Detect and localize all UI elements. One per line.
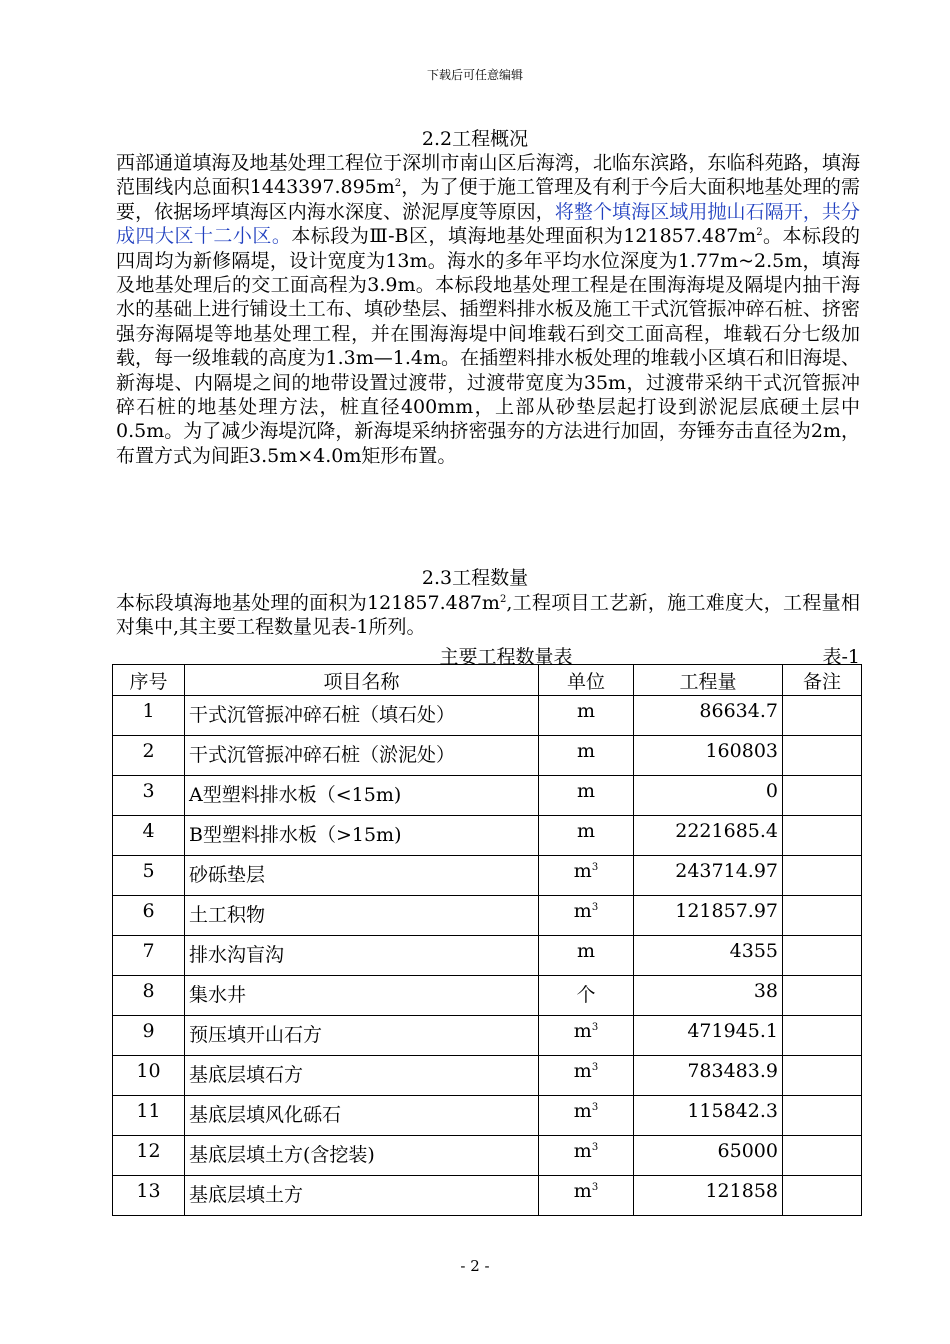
table-row [113,1136,862,1176]
cell-no-text: 12 [136,1140,161,1162]
cell-unit [539,696,634,736]
cell-unit [539,1056,634,1096]
table-row [113,936,862,976]
cell-name [185,1096,539,1136]
table-row [113,736,862,776]
cell-name [185,976,539,1016]
cell-quantity [634,816,783,856]
cell-name-text: 预压填开山石方 [189,1024,323,1046]
cell-quantity-text: 38 [753,980,778,1002]
cell-note [783,1056,862,1096]
quantity-table [112,664,862,1216]
cell-no [113,1136,185,1176]
cell-no [113,816,185,856]
cell-quantity-text: 243714.97 [675,860,778,882]
cell-quantity-text: 86634.7 [699,700,778,722]
cell-no [113,856,185,896]
cell-note [783,856,862,896]
cell-quantity [634,936,783,976]
cell-quantity [634,1016,783,1056]
cell-note [783,976,862,1016]
cell-no-text: 3 [142,780,155,802]
cell-note [783,696,862,736]
overview-text-d: 。本标段的四周均为新修隔堤，设计宽度为13m。海水的多年平均水位深度为1.77m~2.5m，填海及地基处理后的交工面高程为3.9m。本标段地基处理工程是在围海海堤及隔堤内抽干海水的基础上进行铺设土工布、填砂垫层、插塑料排水板及施工干式沉管振冲碎石桩、挤密强夯海隔堤等地基处理工程，并在围海海堤中间堆载石到交工面高程，堆载石分七级加载，每一级堆载的高度为1.3m—1.4m。在插塑料排水板处理的堆载小区填石和旧海堤、新海堤、内隔堤之间的地带设置过渡带，过渡带宽度为35m，过渡带采纳干式沉管振冲碎石桩的地基处理方法，桩直径400mm，上部从砂垫层起打设到淤泥层底硬土层中0.5m。为了减少海堤沉降，新海堤采纳挤密强夯的方法进行加固，夯锤夯击直径为2m，布置方式为间距3.5m×4.0m矩形布置。 [116,225,860,467]
cell-no-text: 11 [136,1100,161,1122]
cell-note [783,1136,862,1176]
cell-unit [539,976,634,1016]
table-number: 表-1 [822,646,860,668]
unit-superscript: 3 [591,862,599,873]
table-row [113,1056,862,1096]
cell-name [185,1056,539,1096]
section-title-quantity: 2.3工程数量 [421,567,529,589]
table-row [113,816,862,856]
cell-unit-text: 个 [576,984,596,1006]
cell-unit [539,856,634,896]
cell-name-text: 基底层填风化砾石 [189,1104,342,1126]
cell-no-text: 9 [142,1020,155,1042]
cell-name [185,856,539,896]
quantity-text-a: 本标段填海地基处理的面积为121857.487m [116,592,500,614]
cell-no-text: 7 [142,940,155,962]
cell-no [113,1176,185,1216]
cell-name-text: 集水井 [189,984,247,1006]
cell-name [185,1176,539,1216]
page-number: - 2 - [460,1257,490,1275]
unit-superscript: 3 [591,902,599,913]
cell-name-text: A型塑料排水板（<15m) [189,784,402,806]
cell-unit-text: m [573,860,592,882]
cell-quantity [634,1136,783,1176]
cell-unit-text: m [573,1180,592,1202]
header-quantity: 工程量 [634,665,783,696]
cell-unit [539,896,634,936]
cell-quantity-text: 783483.9 [687,1060,778,1082]
cell-no-text: 1 [142,700,155,722]
cell-name-text: 干式沉管振冲碎石桩（淤泥处） [189,744,456,766]
unit-superscript: 3 [591,1142,599,1153]
table-row [113,696,862,736]
cell-note [783,776,862,816]
cell-name [185,896,539,936]
superscript: 2 [756,227,763,239]
cell-no-text: 6 [142,900,155,922]
cell-no-text: 13 [136,1180,161,1202]
page-header: 下载后可任意编辑 [426,68,523,82]
cell-unit-text: m [573,1060,592,1082]
overview-text-b: ，为了便于施工管理及有利于今后大面积地基处理的需要，依据场坪填海区内海水深度、淤泥厚度等原因， [116,176,860,223]
cell-quantity [634,856,783,896]
cell-name-text: 基底层填土方(含挖装) [189,1144,375,1166]
cell-unit-text: m [573,1100,592,1122]
cell-no [113,896,185,936]
cell-unit [539,1176,634,1216]
cell-unit-text: m [576,780,596,802]
cell-name [185,736,539,776]
cell-quantity-text: 4355 [729,940,778,962]
superscript: 2 [499,594,507,605]
overview-text-c: 本标段为Ⅲ-B区，填海地基处理面积为121857.487m [291,225,757,248]
cell-name [185,816,539,856]
cell-quantity [634,1056,783,1096]
cell-note [783,816,862,856]
cell-quantity [634,1096,783,1136]
quantity-text-b: ,工程项目工艺新，施工难度大，工程量相对集中,其主要工程数量见表-1所列。 [116,592,860,639]
cell-name [185,696,539,736]
cell-no-text: 10 [136,1060,161,1082]
cell-unit-text: m [573,900,592,922]
cell-name-text: B型塑料排水板（>15m) [189,824,402,846]
cell-quantity-text: 121858 [705,1180,778,1202]
header-unit: 单位 [539,665,634,696]
cell-quantity-text: 121857.97 [675,900,778,922]
cell-note [783,896,862,936]
table-row [113,776,862,816]
table-row [113,856,862,896]
cell-name [185,1016,539,1056]
cell-unit [539,936,634,976]
cell-quantity [634,896,783,936]
cell-name-text: 干式沉管振冲碎石桩（填石处） [189,704,456,726]
cell-note [783,1176,862,1216]
section-title-overview: 2.2工程概况 [421,128,529,150]
header-note: 备注 [783,665,862,696]
overview-highlight: 将整个填海区域用抛山石隔开，共分成四大区十二小区。 [116,200,860,248]
cell-no [113,776,185,816]
cell-unit [539,1016,634,1056]
cell-note [783,936,862,976]
cell-no-text: 5 [142,860,155,882]
cell-quantity [634,1176,783,1216]
cell-no [113,976,185,1016]
cell-unit-text: m [576,820,596,842]
cell-quantity [634,736,783,776]
table-row [113,1176,862,1216]
table-row [113,1096,862,1136]
cell-no [113,736,185,776]
cell-unit-text: m [576,740,596,762]
cell-name-text: 基底层填土方 [189,1184,304,1206]
cell-quantity-text: 0 [765,780,778,802]
cell-name-text: 基底层填石方 [189,1064,304,1086]
cell-quantity-text: 115842.3 [687,1100,778,1122]
cell-unit [539,736,634,776]
cell-unit-text: m [576,700,596,722]
cell-unit-text: m [576,940,596,962]
cell-quantity [634,976,783,1016]
superscript: 2 [394,178,402,190]
cell-no [113,936,185,976]
cell-note [783,1016,862,1056]
overview-paragraph [116,151,860,468]
cell-unit [539,1136,634,1176]
table-caption [116,642,860,666]
table-header-row [113,665,862,696]
table-row [113,896,862,936]
cell-name [185,776,539,816]
header-name: 项目名称 [185,665,539,696]
cell-name-text: 排水沟盲沟 [189,944,285,966]
overview-text-a: 西部通道填海及地基处理工程位于深圳市南山区后海湾，北临东滨路，东临科苑路，填海范围线内总面积1443397.895m [116,152,860,199]
cell-note [783,1096,862,1136]
unit-superscript: 3 [591,1102,599,1113]
cell-no [113,1056,185,1096]
cell-quantity-text: 2221685.4 [675,820,778,842]
cell-no-text: 8 [142,980,155,1002]
table-body [113,696,862,1216]
table-row [113,976,862,1016]
cell-unit [539,1096,634,1136]
cell-name [185,1136,539,1176]
cell-quantity [634,696,783,736]
cell-quantity [634,776,783,816]
cell-name-text: 砂砾垫层 [189,864,266,886]
unit-superscript: 3 [591,1022,599,1033]
cell-quantity-text: 160803 [705,740,778,762]
cell-no [113,1016,185,1056]
cell-no-text: 4 [142,820,155,842]
cell-quantity-text: 471945.1 [687,1020,778,1042]
cell-unit [539,776,634,816]
cell-quantity-text: 65000 [717,1140,778,1162]
cell-no-text: 2 [142,740,155,762]
cell-name-text: 土工积物 [189,904,266,926]
cell-unit [539,816,634,856]
cell-no [113,1096,185,1136]
unit-superscript: 3 [591,1062,599,1073]
table-title: 主要工程数量表 [439,646,573,668]
cell-name [185,936,539,976]
unit-superscript: 3 [591,1182,599,1193]
header-no: 序号 [113,665,185,696]
table-row [113,1016,862,1056]
cell-note [783,736,862,776]
cell-unit-text: m [573,1140,592,1162]
quantity-paragraph [116,591,860,640]
cell-unit-text: m [573,1020,592,1042]
cell-no [113,696,185,736]
